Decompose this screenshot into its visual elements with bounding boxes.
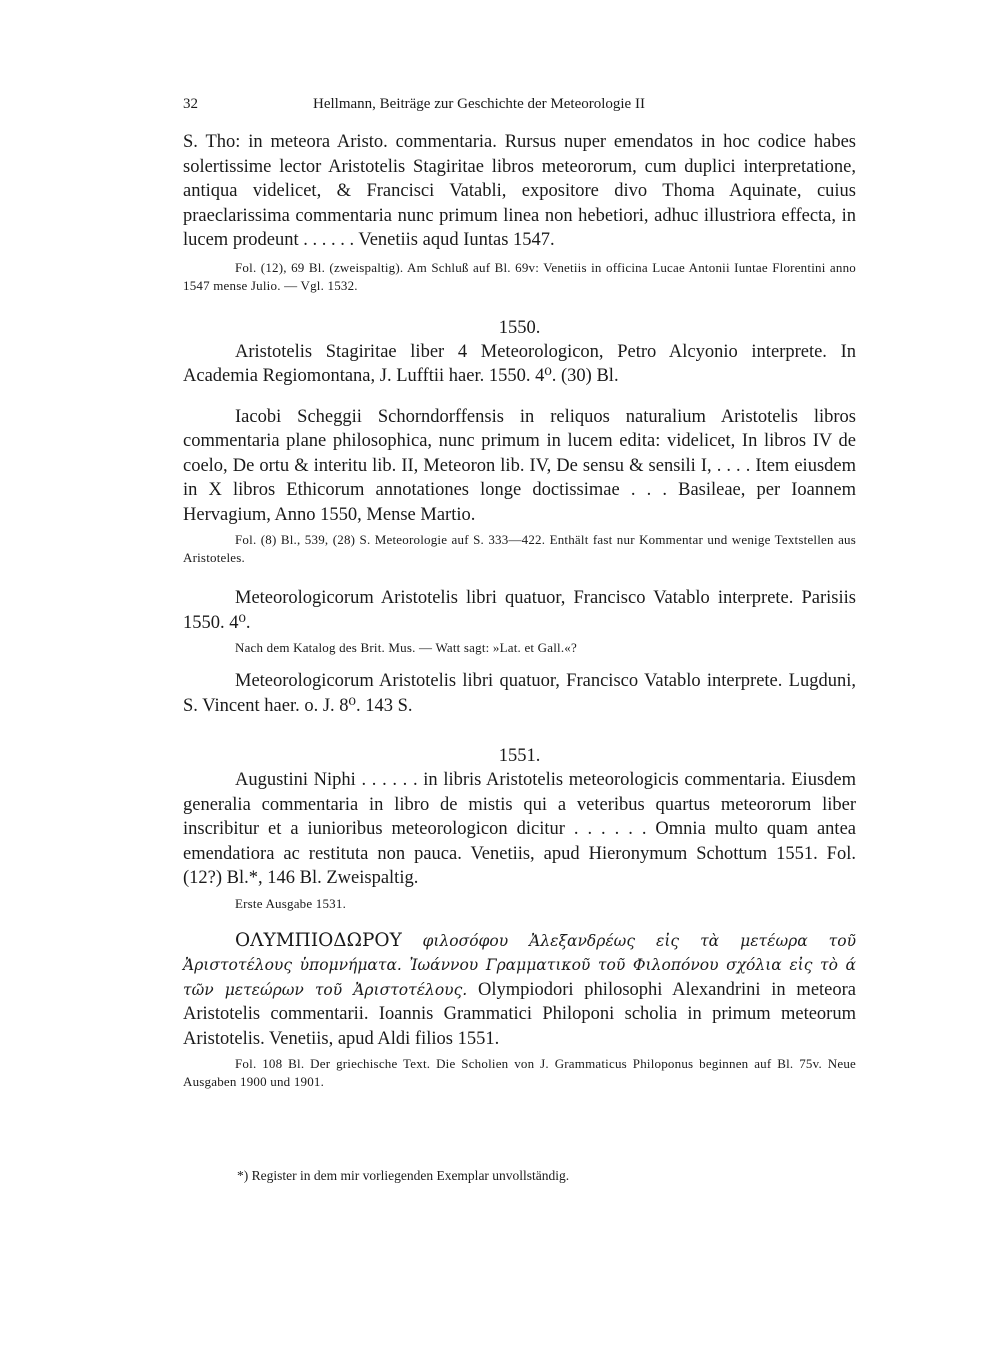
entry-note: Erste Ausgabe 1531. bbox=[235, 895, 347, 911]
greek-bibliography-entry bbox=[183, 929, 856, 1052]
greek-author-title: ΟΛΥΜΠΙΟΔΩΡΟΥ bbox=[235, 929, 402, 951]
entry-note: Nach dem Katalog des Brit. Mus. — Watt sagt: »Lat. et Gall.«? bbox=[235, 640, 577, 655]
running-title: Hellmann, Beiträge zur Geschichte der Meteorologie II bbox=[313, 96, 645, 112]
page-number: 32 bbox=[183, 96, 198, 112]
entry-note: Fol. (8) Bl., 539, (28) S. Meteorologie auf S. 333—422. Enthält fast nur Kommentar und wenige Textstellen aus Aristoteles. bbox=[183, 532, 856, 565]
bibliography-entry: Aristotelis Stagiritae liber 4 Meteorologicon, Petro Alcyonio interprete. In Academia Regiomontana, J. Lufftii haer. 1550. 4⁰. (30) Bl. bbox=[183, 341, 856, 386]
greek-title-text: φιλοσόφου Ἀλεξανδρέως εἰς τὰ μετέωρα τοῦ Ἀριστοτέλους ὑπομνήματα. Ἰωάννου Γραμματικοῦ τοῦ Φιλοπόνου σχόλια εἰς τὸ ά τῶν μετεώρων τοῦ Ἀριστοτέλους. bbox=[183, 931, 856, 999]
latin-title-text: Olympiodori philosophi Alexandrini in meteora Aristotelis commentarii. Ioannis Grammatici Philoponi scholia in primum meteorum Aristotelis. Venetiis, apud Aldi filios 1551. bbox=[183, 979, 857, 1049]
bibliography-entry: Meteorologicorum Aristotelis libri quatuor, Francisco Vatablo interprete. Lugduni, S. Vincent haer. o. J. 8⁰. 143 S. bbox=[183, 671, 856, 716]
year-heading: 1550. bbox=[498, 317, 541, 338]
bibliography-entry: Iacobi Scheggii Schorndorffensis in reliquos naturalium Aristotelis libros commentaria plane philosophica, nunc primum in lucem edita: videlicet, In libros IV de coelo, De ortu & interitu lib. II, Meteoron lib. IV, De sensu & sensili I, . . . . Item eiusdem in X libros Ethicorum annotationes longe doctissimae . . . Basileae, per Ioannem Hervagium, Anno 1550, Mense Martio. bbox=[183, 406, 856, 525]
page-body bbox=[183, 130, 856, 1091]
entry-note: Fol. (12), 69 Bl. (zweispaltig). Am Schluß auf Bl. 69v: Venetiis in officina Lucae Antonii Iuntae Florentini anno 1547 mense Julio. — Vgl. 1532. bbox=[183, 259, 856, 293]
entry-note: Fol. 108 Bl. Der griechische Text. Die Scholien von J. Grammaticus Philoponus beginnen auf Bl. 75v. Neue Ausgaben 1900 und 1901. bbox=[183, 1056, 856, 1089]
bibliography-entry: Meteorologicorum Aristotelis libri quatuor, Francisco Vatablo interprete. Parisiis 1550. 4⁰. bbox=[183, 588, 856, 633]
footnote: *) Register in dem mir vorliegenden Exemplar unvollständig. bbox=[237, 1168, 570, 1183]
year-heading: 1551. bbox=[498, 746, 541, 766]
bibliography-entry: Augustini Niphi . . . . . . in libris Aristotelis meteorologicis commentaria. Eiusdem generalia commentaria in libro de mistis qui a veteribus quartus meteororum liber inscribitur et a iunioribus meteorologicon dicitur . . . . . . Omnia multo quam antea emendatiora ac restituta non pauca. Venetiis, apud Hieronymum Schottum 1551. Fol. (12?) Bl.*, 146 Bl. Zweispaltig. bbox=[183, 770, 856, 888]
bibliography-entry: S. Tho: in meteora Aristo. commentaria. Rursus nuper emendatos in hoc codice habes solertissime lector Aristotelis Stagiritae libros meteororum, cum duplici interpretatione, antiqua videlicet, & Francisci Vatabli, expositore divo Thoma Aquinate, cuius praeclarissima commentaria nunc primum linea non hebetiori, adhuc illustriora effecta, in lucem prodeunt . . . . . . Venetiis aqud Iuntas 1547. bbox=[183, 132, 856, 250]
